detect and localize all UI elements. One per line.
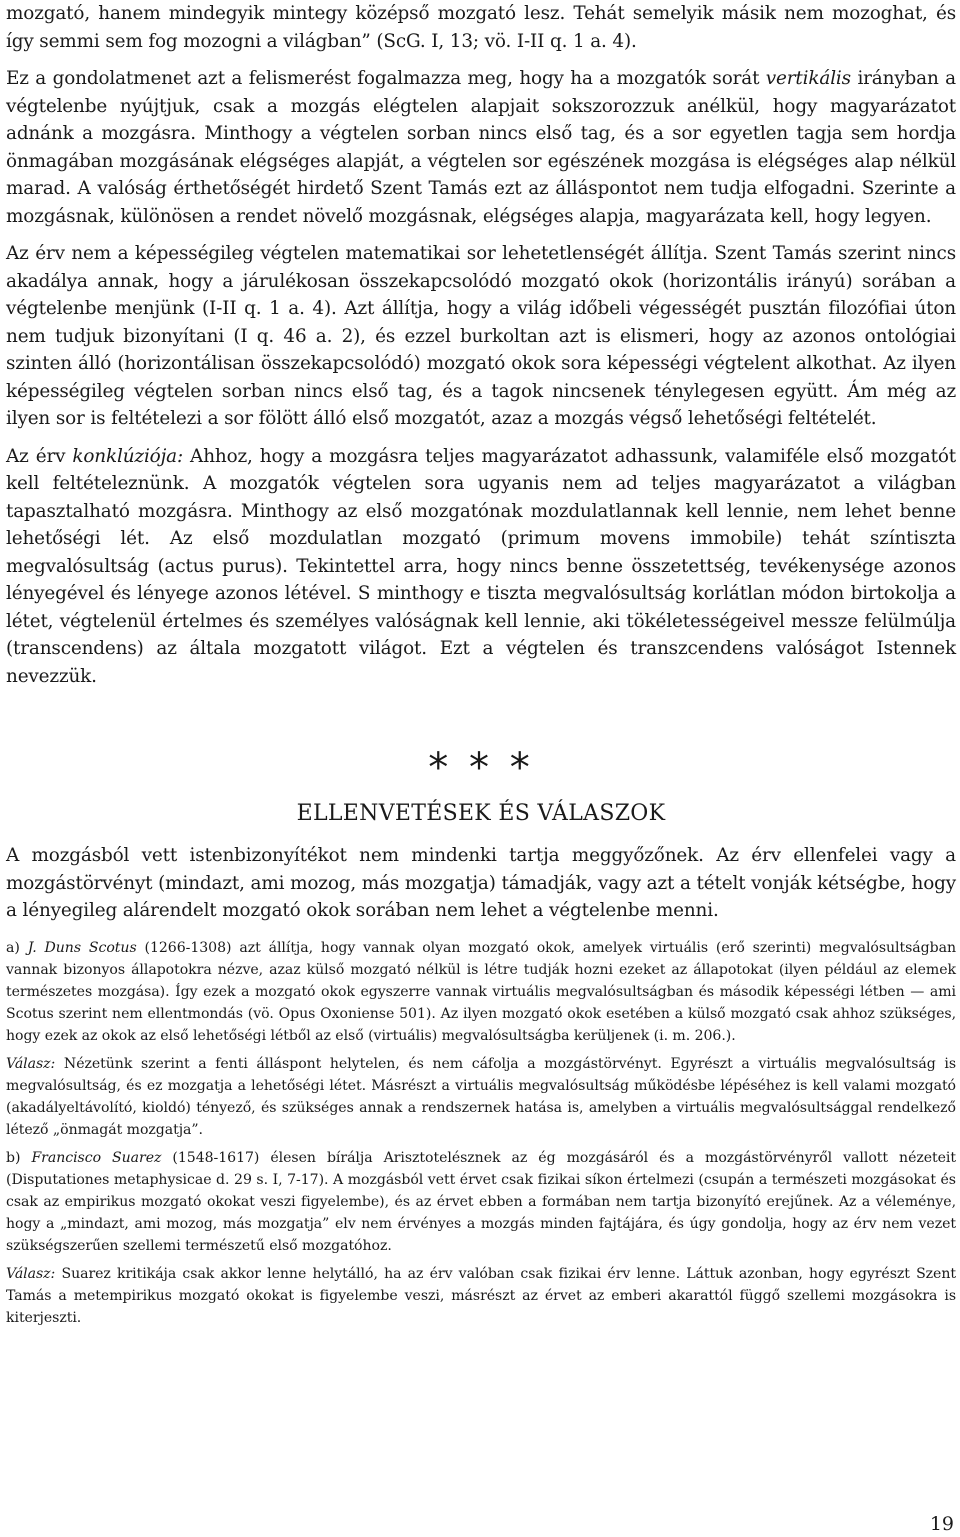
paragraph-text: (1266-1308) azt állítja, hogy vannak olyan mozgató okok, amelyek virtuális (erő szerinti) megvalósultságban vannak bizonyos állapotokra nézve, azaz külső mozgató nélkül is létre tudják hozni ezeket az állapotokat (ilyen például az elemek természetes mozgása). Így ezek a mozgató okok egyszerre vannak virtuális megvalósultságban és második képességi létben — ami Scotus szerint nem ellentmondás (vö. Opus Oxoniense 501). Az ilyen mozgató okok esetében a külső mozgató csak ahhoz szükséges, hogy ezek az okok az első lehetőségi létből az első (virtuális) megvalósultságba kerüljenek (i. m. 206.). bbox=[6, 939, 956, 1044]
paragraph-quote-end: mozgató, hanem mindegyik mintegy középső mozgató lesz. Tehát semelyik másik nem mozoghat, és így semmi sem fog mozogni a világban” (ScG. I, 13; vö. I-II q. 1 a. 4). bbox=[6, 3, 956, 52]
paragraph-text: irányban a végtelenbe nyújtjuk, csak a mozgás elégtelen alapjait sokszorozzuk anélkül, hogy magyarázatot adnánk a mozgásra. Minthogy a végtelen sorban nincs első tag, és a sor egyetlen tagja sem hordja önmagában mozgásának elégséges alapját, a végtelen sor egészének mozgása is elégséges alap nélkül marad. A valóság érthetőségét hirdető Szent Tamás ezt az álláspontot nem tudja elfogadni. Szerinte a mozgásnak, különösen a rendet növelő mozgásnak, elégséges alapja, magyarázata kell, hogy legyen. bbox=[6, 68, 956, 227]
author-name: Francisco Suarez bbox=[31, 1149, 162, 1166]
section-separator: * * * bbox=[428, 745, 534, 791]
reply-a bbox=[6, 1053, 956, 1141]
paragraph-vertical-argument bbox=[6, 65, 956, 230]
paragraph-horizontal-argument: Az érv nem a képességileg végtelen matematikai sor lehetetlenségét állítja. Szent Tamás szerint nincs akadálya annak, hogy a járulékosan összekapcsolódó mozgató okok (horizontális irányú) sorában a végtelenbe menjünk (I-II q. 1 a. 4). Azt állítja, hogy a világ időbeli végességét pusztán filozófiai úton nem tudjuk bizonyítani (I q. 46 a. 2), és ezzel burkoltan azt is elismeri, hogy az azonos ontológiai szinten álló (horizontálisan összekapcsolódó) mozgató okok sora képességi végtelent alkothat. Az ilyen képességileg végtelen sorban nincs első tag, és a tagok nincsenek ténylegesen együtt. Ám még az ilyen sor is feltételezi a sor fölött álló első mozgatót, azaz a mozgás végső lehetőségi feltételét. bbox=[6, 243, 956, 429]
reply-label: Válasz: bbox=[6, 1265, 56, 1282]
section-heading: ELLENVETÉSEK ÉS VÁLASZOK bbox=[296, 801, 666, 826]
paragraph-text: Suarez kritikája csak akkor lenne helytálló, ha az érv valóban csak fizikai érv lenne. Láttuk azonban, hogy egyrészt Szent Tamás a metempirikus mozgató okokat is figyelembe veszi, másrészt az érvet az emberi akarattól függő szellemi mozgásokra is kiterjeszti. bbox=[6, 1265, 956, 1326]
paragraph-text: (1548-1617) élesen bírálja Arisztotelésznek az ég mozgásáról és a mozgástörvényről vallott nézeteit (Disputationes metaphysicae d. 29 s. I, 7-17). A mozgásból vett érvet csak fizikai síkon értelmezi (csupán a természeti mozgásokat és csak az empirikus mozgató okokat veszi figyelembe), és az érvet ebben a formában nem tartja bizonyító erejűnek. Az a véleménye, hogy a „mindazt, ami mozog, más mozgatja” elv nem érvényes a mozgás minden fajtájára, és úgy gondolja, hogy az érv nem vezet szükségszerűen szellemi természetű első mozgatóhoz. bbox=[6, 1149, 956, 1254]
paragraph-text: Ez a gondolatmenet azt a felismerést fogalmazza meg, hogy ha a mozgatók sorát bbox=[6, 68, 766, 89]
paragraph-conclusion bbox=[6, 443, 956, 691]
objection-a bbox=[6, 937, 956, 1047]
emphasis-text: vertikális bbox=[765, 68, 851, 89]
reply-b bbox=[6, 1263, 956, 1329]
author-name: J. Duns Scotus bbox=[27, 939, 137, 956]
document-page bbox=[6, 0, 956, 1329]
paragraph-text: Az érv bbox=[6, 445, 73, 467]
objection-b bbox=[6, 1147, 956, 1257]
paragraph-text: Ahhoz, hogy a mozgásra teljes magyarázatot adhassunk, valamiféle első mozgatót kell feltételeznünk. A mozgatók végtelen sora ugyanis nem ad teljes magyarázatot a világban tapasztalható mozgásra. Minthogy az első mozgatónak mozdulatlannak kell lennie, nem lehet benne lehetőségi lét. Az első mozdulatlan mozgató (primum movens immobile) tehát színtiszta megvalósultság (actus purus). Tekintettel arra, hogy nincs benne összetettség, tevékenysége azonos lényegével és lényege azonos létével. S minthogy e tiszta megvalósultság korlátlan módon birtokolja a létet, végtelenül értelmes és személyes valóságnak kell lennie, aki tökéletességeivel messze felülmúlja (transcendens) az általa mozgatott világot. Ezt a végtelen és transzcendens valóságot Istennek nevezzük. bbox=[6, 445, 956, 687]
page-number: 19 bbox=[929, 1513, 954, 1535]
list-marker: b) bbox=[6, 1149, 32, 1166]
paragraph-text: Nézetünk szerint a fenti álláspont helytelen, és nem cáfolja a mozgástörvényt. Egyrészt a virtuális megvalósultság is megvalósultság, és ez mozgatja a lehetőségi létet. Másrészt a virtuális megvalósultság működésbe lépéséhez is kell valami mozgató (akadályeltávolító, kioldó) tényező, és szükséges annak a rendszernek hatása is, amelyben a virtuális megvalósultsággal rendelkező létező „önmagát mozgatja”. bbox=[6, 1055, 956, 1138]
reply-label: Válasz: bbox=[6, 1055, 56, 1072]
section-intro: A mozgásból vett istenbizonyítékot nem mindenki tartja meggyőzőnek. Az érv ellenfelei vagy a mozgástörvényt (mindazt, ami mozog, más mozgatja) támadják, vagy azt a tételt vonják kétségbe, hogy a lényegileg alárendelt mozgató okok sorában nem lehet a végtelenbe menni. bbox=[6, 845, 956, 921]
list-marker: a) bbox=[6, 939, 28, 956]
emphasis-text: konklúziója: bbox=[72, 445, 184, 467]
